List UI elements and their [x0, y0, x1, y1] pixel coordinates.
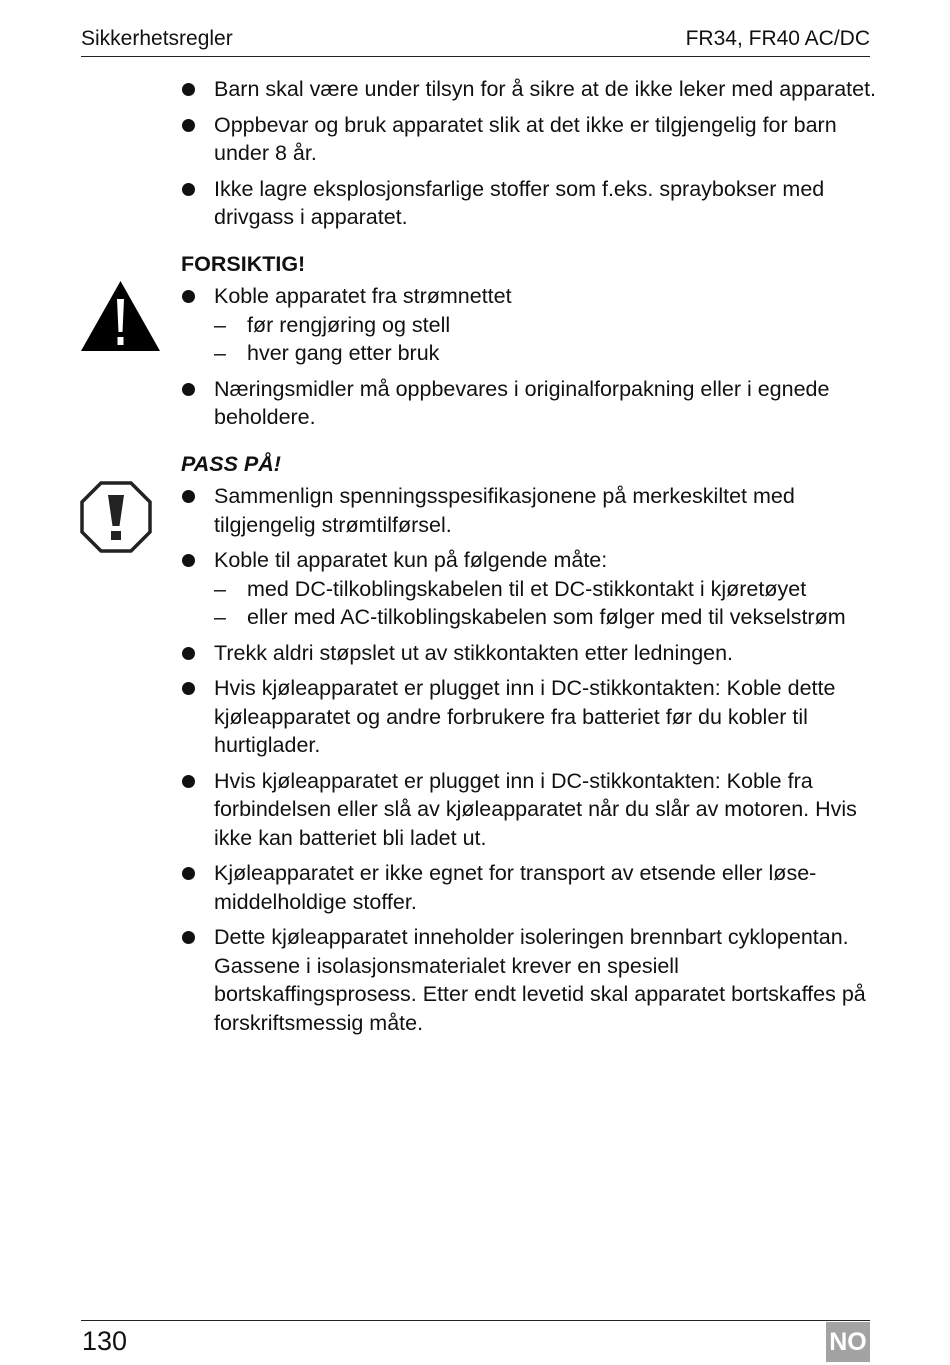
list-item: Barn skal være under tilsyn for å sikre at de ikke leker med apparatet.: [181, 75, 881, 104]
sub-list: [214, 575, 881, 632]
page-number: 130: [82, 1326, 128, 1356]
warning-triangle-icon: [80, 280, 161, 352]
list-item: Koble apparatet fra strømnettet – før rengjøring og stell – hver gang etter bruk: [181, 282, 881, 368]
bullet-icon: [182, 119, 195, 132]
page-header: [81, 26, 870, 57]
list-item: Ikke lagre eksplosjonsfarlige stoffer som f.eks. spraybokser med drivgass i apparatet.: [181, 175, 881, 232]
intro-list: [181, 75, 881, 232]
list-item: Koble til apparatet kun på følgende måte: – med DC-tilkoblingskabelen til et DC-stikkontakt i kjøretøyet – eller med AC-tilkoblingskabelen som følger med til vekselstrøm: [181, 546, 881, 632]
list-item: Sammenlign spenningsspesifikasjonene på merkeskiltet med tilgjengelig strømtilførsel.: [181, 482, 881, 539]
list-item: Trekk aldri støpslet ut av stikkontakten etter ledningen.: [181, 639, 881, 668]
bullet-icon: [182, 867, 195, 880]
notice-heading: PASS PÅ!: [181, 451, 281, 476]
bullet-icon: [182, 775, 195, 788]
bullet-icon: [182, 931, 195, 944]
list-item: Hvis kjøleapparatet er plugget inn i DC-stikkontakten: Koble dette kjøleapparatet og andre forbrukere fra batteriet før du kobler til hurtiglader.: [181, 674, 881, 760]
bullet-icon: [182, 647, 195, 660]
bullet-icon: [182, 554, 195, 567]
list-item: Kjøleapparatet er ikke egnet for transport av etsende eller løsemiddelholdige stoffer.: [181, 859, 881, 916]
bullet-icon: [182, 383, 195, 396]
sub-list-item: – eller med AC-tilkoblingskabelen som følger med til vekselstrøm: [214, 605, 846, 629]
caution-list: [181, 282, 881, 432]
bullet-icon: [182, 682, 195, 695]
bullet-icon: [182, 83, 195, 96]
caution-heading: FORSIKTIG!: [181, 251, 306, 276]
bullet-icon: [182, 183, 195, 196]
bullet-icon: [182, 490, 195, 503]
sub-list-item: – hver gang etter bruk: [214, 341, 440, 365]
sub-list-item: – med DC-tilkoblingskabelen til et DC-stikkontakt i kjøretøyet: [214, 576, 807, 601]
notice-list: [181, 482, 881, 1037]
main-content: [181, 75, 881, 1044]
notice-octagon-icon: [80, 481, 152, 553]
language-badge: NO: [826, 1322, 870, 1362]
bullet-icon: [182, 290, 195, 303]
list-item: Dette kjøleapparatet inneholder isoleringen brennbart cyklopentan. Gassene i isolasjonsmaterialet krever en spesiell bortskaffingsprosess. Etter endt levetid skal apparatet bortskaffes på forskriftsmessig måte.: [181, 923, 881, 1037]
list-item: Hvis kjøleapparatet er plugget inn i DC-stikkontakten: Koble fra forbindelsen eller slå av kjøleapparatet når du slår av motoren. Hvis ikke kan batteriet bli ladet ut.: [181, 767, 881, 853]
sub-list-item: – før rengjøring og stell: [214, 312, 451, 337]
header-model: FR34, FR40 AC/DC: [685, 27, 870, 50]
header-section-title: Sikkerhetsregler: [81, 27, 233, 50]
list-item: Oppbevar og bruk apparatet slik at det ikke er tilgjengelig for barn under 8 år.: [181, 111, 881, 168]
sub-list: [214, 311, 881, 368]
footer-divider: [81, 1320, 870, 1321]
list-item: Næringsmidler må oppbevares i originalforpakning eller i egnede beholdere.: [181, 375, 881, 432]
